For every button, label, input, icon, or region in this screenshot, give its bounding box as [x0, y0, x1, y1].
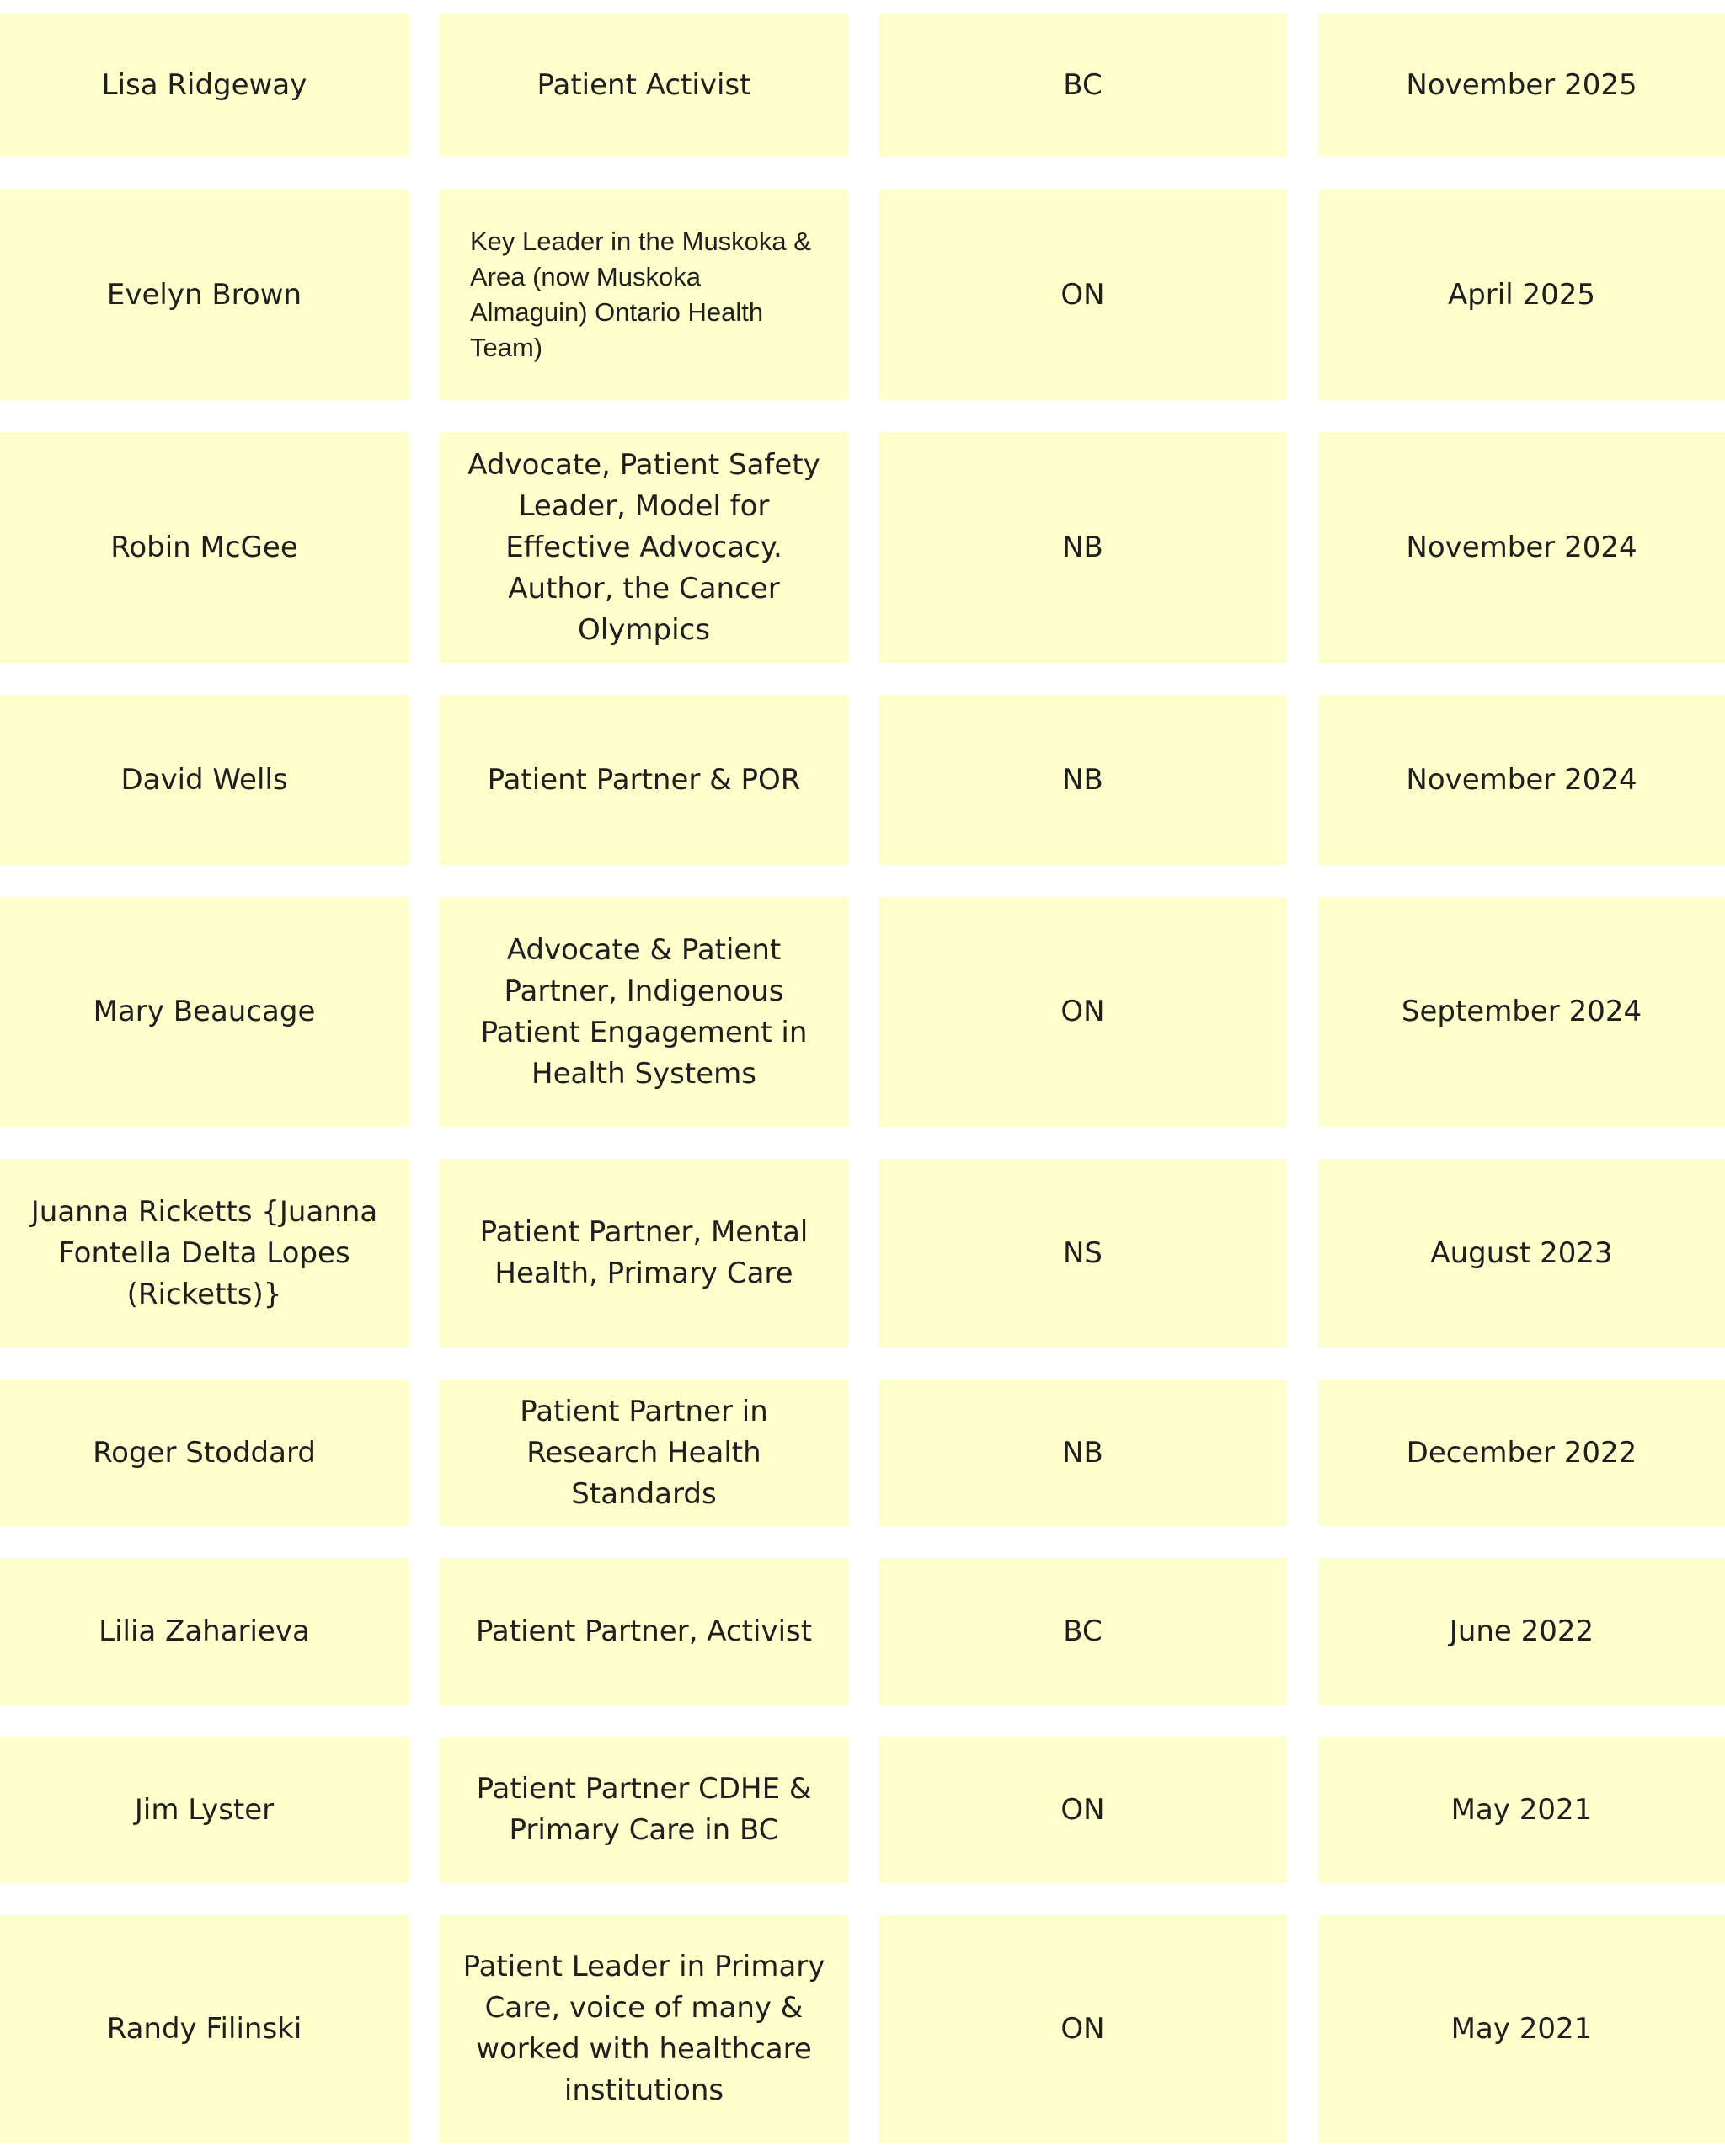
date-text: November 2024	[1406, 762, 1637, 797]
province-text: BC	[1063, 67, 1103, 102]
province-text: ON	[1060, 1792, 1105, 1827]
role-cell	[440, 897, 848, 1127]
name-cell	[0, 1915, 409, 2143]
role-cell	[440, 1159, 848, 1348]
province-text: ON	[1060, 995, 1105, 1028]
table-row	[0, 1737, 1725, 1883]
date-cell	[1318, 1159, 1725, 1348]
role-text: Patient Partner, Activist	[475, 1614, 813, 1648]
name-text: Evelyn Brown	[106, 277, 302, 312]
date-cell	[1318, 1380, 1725, 1526]
province-cell	[879, 1159, 1287, 1348]
name-cell	[0, 432, 409, 663]
name-cell	[0, 695, 409, 865]
date-text: June 2022	[1449, 1614, 1594, 1648]
role-cell	[440, 1558, 848, 1705]
role-cell	[440, 695, 848, 865]
role-cell	[440, 189, 848, 400]
table-row	[0, 432, 1725, 663]
date-text: September 2024	[1401, 995, 1642, 1028]
name-text: Randy Filinski	[106, 2011, 302, 2046]
province-cell	[879, 1380, 1287, 1526]
role-cell	[440, 13, 848, 157]
table-row	[0, 189, 1725, 400]
province-cell	[879, 1558, 1287, 1705]
role-text: Patient Partner, Mental Health, Primary Care	[479, 1215, 809, 1290]
date-cell	[1318, 1558, 1725, 1705]
role-text: Advocate, Patient Safety Leader, Model for Effective Advocacy. Author, the Cancer Olympics	[467, 447, 820, 647]
province-text: NS	[1062, 1235, 1103, 1270]
table-row	[0, 1558, 1725, 1705]
date-cell	[1318, 1915, 1725, 2143]
role-text: Patient Partner CDHE & Primary Care in BC	[476, 1772, 812, 1847]
table-row	[0, 695, 1725, 865]
province-text: NB	[1062, 1435, 1103, 1470]
date-cell	[1318, 695, 1725, 865]
province-text: ON	[1060, 2011, 1105, 2046]
role-text: Patient Partner in Research Health Standards	[520, 1394, 768, 1511]
table-row	[0, 1915, 1725, 2143]
date-cell	[1318, 897, 1725, 1127]
date-text: November 2024	[1406, 530, 1637, 564]
name-text: David Wells	[120, 762, 288, 797]
name-text: Juanna Ricketts {Juanna Fontella Delta Lopes (Ricketts)}	[30, 1194, 378, 1311]
role-cell	[440, 1915, 848, 2143]
role-cell	[440, 1380, 848, 1526]
role-cell	[440, 1737, 848, 1883]
province-cell	[879, 695, 1287, 865]
name-text: Lilia Zaharieva	[99, 1614, 310, 1648]
date-text: November 2025	[1406, 67, 1637, 102]
province-text: BC	[1063, 1614, 1103, 1648]
province-text: ON	[1060, 277, 1105, 312]
province-text: NB	[1062, 762, 1103, 797]
name-cell	[0, 1558, 409, 1705]
name-text: Robin McGee	[110, 530, 298, 564]
table-row	[0, 1380, 1725, 1526]
role-text: Patient Partner & POR	[487, 762, 801, 797]
role-text: Patient Leader in Primary Care, voice of many & worked with healthcare institutions	[462, 1950, 825, 2107]
name-text: Lisa Ridgeway	[101, 67, 307, 102]
date-cell	[1318, 189, 1725, 400]
date-text: August 2023	[1430, 1235, 1613, 1270]
name-cell	[0, 1380, 409, 1526]
province-cell	[879, 1737, 1287, 1883]
role-text: Advocate & Patient Partner, Indigenous Patient Engagement in Health Systems	[480, 932, 808, 1091]
role-text: Patient Activist	[537, 67, 751, 102]
name-cell	[0, 897, 409, 1127]
role-text: Key Leader in the Muskoka & Area (now Muskoka Almaguin) Ontario Health Team)	[470, 227, 811, 362]
date-text: April 2025	[1447, 277, 1596, 312]
name-cell	[0, 189, 409, 400]
name-text: Roger Stoddard	[93, 1435, 316, 1470]
date-cell	[1318, 432, 1725, 663]
date-cell	[1318, 1737, 1725, 1883]
province-cell	[879, 897, 1287, 1127]
date-cell	[1318, 13, 1725, 157]
date-text: May 2021	[1450, 2011, 1593, 2046]
table-row	[0, 897, 1725, 1127]
date-text: December 2022	[1406, 1435, 1637, 1470]
role-cell	[440, 432, 848, 663]
name-cell	[0, 13, 409, 157]
name-text: Jim Lyster	[134, 1792, 275, 1827]
province-text: NB	[1062, 530, 1103, 564]
table-row	[0, 13, 1725, 157]
name-cell	[0, 1159, 409, 1348]
name-cell	[0, 1737, 409, 1883]
province-cell	[879, 189, 1287, 400]
province-cell	[879, 1915, 1287, 2143]
province-cell	[879, 432, 1287, 663]
province-cell	[879, 13, 1287, 157]
table-row	[0, 1159, 1725, 1348]
name-text: Mary Beaucage	[93, 995, 316, 1028]
date-text: May 2021	[1450, 1792, 1593, 1827]
